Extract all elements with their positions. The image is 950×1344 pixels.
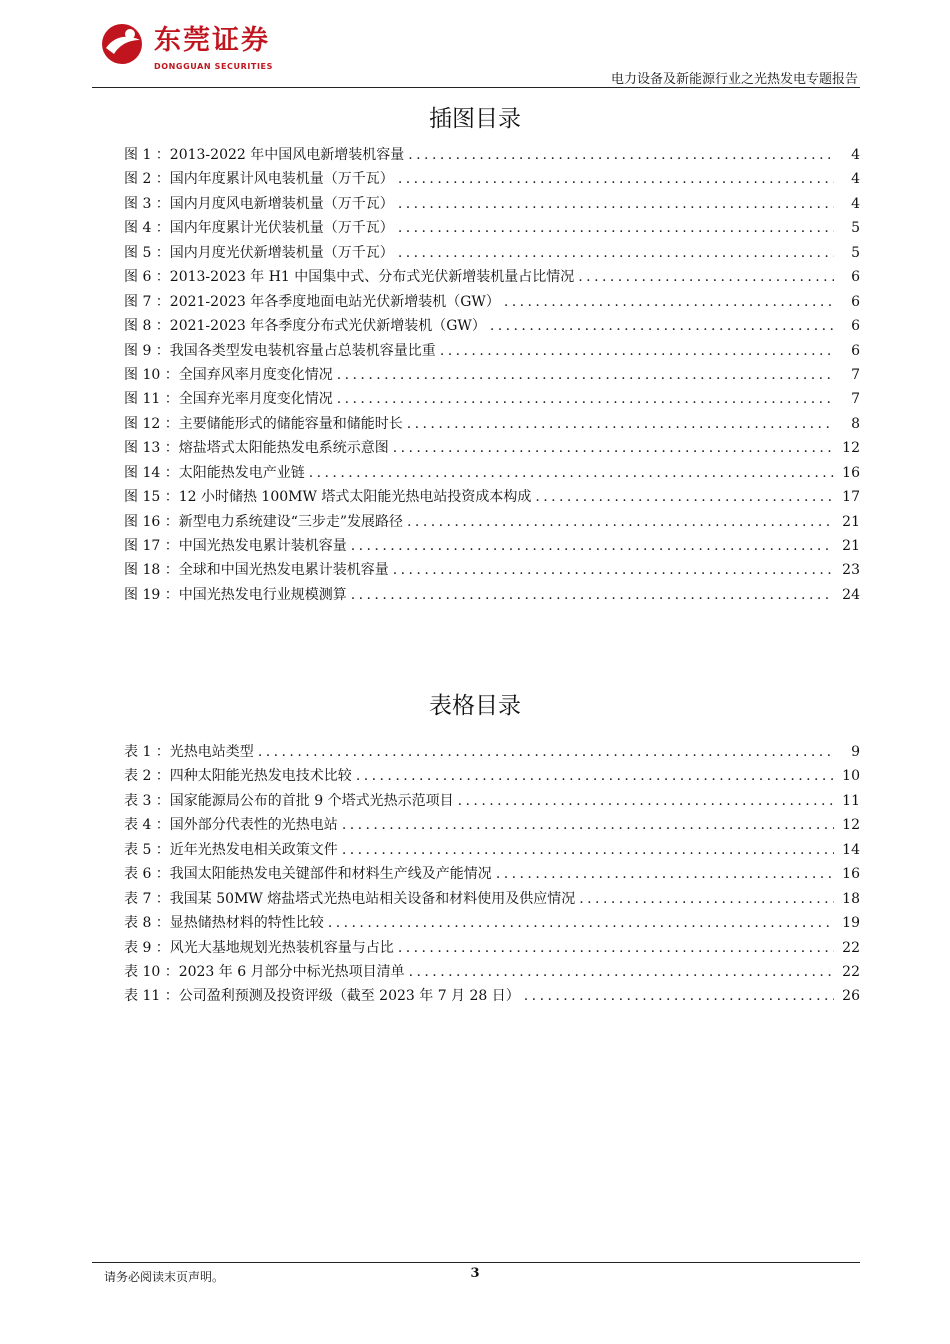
toc-entry-label: 表 7 ：我国某 50MW 熔盐塔式光热电站相关设备和材料使用及供应情况 xyxy=(124,890,576,907)
toc-entry-page: 12 xyxy=(842,817,860,834)
figure-index-entry[interactable] xyxy=(124,558,860,582)
logo-chinese-name: 东莞证券 xyxy=(154,25,270,56)
toc-entry-page: 4 xyxy=(851,195,860,212)
toc-entry-label: 表 4 ：国外部分代表性的光热电站 xyxy=(124,817,338,834)
toc-entry-label: 表 6 ：我国太阳能热发电关键部件和材料生产线及产能情况 xyxy=(124,866,492,883)
figure-index-entry[interactable] xyxy=(124,265,860,289)
figure-index-entry[interactable] xyxy=(124,583,860,607)
toc-dot-leader xyxy=(258,740,834,764)
toc-entry-label: 表 9 ：风光大基地规划光热装机容量与占比 xyxy=(124,939,394,956)
toc-entry-label: 表 2 ：四种太阳能光热发电技术比较 xyxy=(124,768,352,785)
toc-entry-label: 图 9 ：我国各类型发电装机容量占总装机容量比重 xyxy=(124,342,436,359)
toc-dot-leader xyxy=(337,387,834,411)
toc-entry-page: 9 xyxy=(851,744,860,760)
toc-entry-page: 6 xyxy=(851,318,860,335)
page-header xyxy=(96,18,860,90)
toc-dot-leader xyxy=(524,984,834,1008)
table-index-entry[interactable] xyxy=(124,960,860,984)
header-divider xyxy=(92,87,860,88)
toc-entry-page: 4 xyxy=(851,171,860,188)
toc-entry-page: 22 xyxy=(842,939,860,956)
disclaimer-note: 请务必阅读末页声明。 xyxy=(104,1270,225,1284)
toc-dot-leader xyxy=(351,583,834,607)
figure-index-entry[interactable] xyxy=(124,143,860,167)
toc-dot-leader xyxy=(398,167,834,191)
toc-dot-leader xyxy=(458,789,834,813)
toc-entry-label: 图 19 ：中国光热发电行业规模测算 xyxy=(124,586,347,603)
toc-entry-page: 22 xyxy=(842,963,860,980)
report-title: 电力设备及新能源行业之光热发电专题报告 xyxy=(610,72,858,87)
toc-dot-leader xyxy=(578,265,834,289)
toc-entry-page: 23 xyxy=(842,562,860,579)
toc-entry-label: 图 15 ：12 小时储热 100MW 塔式太阳能光热电站投资成本构成 xyxy=(124,489,532,506)
toc-dot-leader xyxy=(309,461,834,485)
figure-index-entry[interactable] xyxy=(124,510,860,534)
toc-dot-leader xyxy=(342,838,834,862)
toc-dot-leader xyxy=(579,887,834,911)
table-index-entry[interactable] xyxy=(124,740,860,764)
toc-entry-page: 19 xyxy=(842,915,860,932)
toc-dot-leader xyxy=(408,143,834,167)
figure-index-entry[interactable] xyxy=(124,339,860,363)
toc-entry-page: 21 xyxy=(842,538,860,554)
toc-entry-page: 24 xyxy=(842,586,860,603)
table-index-entry[interactable] xyxy=(124,813,860,837)
toc-entry-label: 图 5 ：国内月度光伏新增装机量（万千瓦） xyxy=(124,244,394,261)
toc-entry-label: 图 7 ：2021-2023 年各季度地面电站光伏新增装机（GW） xyxy=(124,293,500,310)
toc-entry-page: 6 xyxy=(851,293,860,310)
toc-dot-leader xyxy=(398,216,834,240)
toc-entry-page: 21 xyxy=(842,513,860,530)
logo-english-name: DONGGUAN SECURITIES xyxy=(154,62,273,71)
toc-entry-label: 图 6 ：2013-2023 年 H1 中国集中式、分布式光伏新增装机量占比情况 xyxy=(124,269,575,286)
table-index-entry[interactable] xyxy=(124,887,860,911)
figure-index-entry[interactable] xyxy=(124,461,860,485)
toc-dot-leader xyxy=(398,936,834,960)
toc-dot-leader xyxy=(342,813,834,837)
table-index-entry[interactable] xyxy=(124,789,860,813)
toc-dot-leader xyxy=(504,290,834,314)
toc-entry-label: 表 3 ：国家能源局公布的首批 9 个塔式光热示范项目 xyxy=(124,792,454,809)
table-index-entry[interactable] xyxy=(124,838,860,862)
toc-entry-page: 4 xyxy=(851,147,860,163)
figure-index-entry[interactable] xyxy=(124,485,860,509)
figure-index-entry[interactable] xyxy=(124,314,860,338)
toc-dot-leader xyxy=(398,192,834,216)
toc-entry-page: 26 xyxy=(842,988,860,1005)
toc-entry-label: 图 14 ：太阳能热发电产业链 xyxy=(124,464,305,481)
toc-entry-label: 图 12 ：主要储能形式的储能容量和储能时长 xyxy=(124,415,403,432)
table-index-entry[interactable] xyxy=(124,862,860,886)
toc-dot-leader xyxy=(351,534,834,558)
toc-entry-page: 6 xyxy=(851,269,860,286)
table-index-entry[interactable] xyxy=(124,936,860,960)
toc-entry-page: 11 xyxy=(842,792,860,809)
toc-entry-page: 17 xyxy=(842,489,860,506)
toc-entry-page: 5 xyxy=(851,220,860,237)
figure-index-entry[interactable] xyxy=(124,387,860,411)
toc-dot-leader xyxy=(490,314,834,338)
toc-entry-page: 16 xyxy=(842,866,860,883)
toc-dot-leader xyxy=(407,510,834,534)
toc-dot-leader xyxy=(356,764,834,788)
figures-index-title: 插图目录 xyxy=(429,106,521,132)
toc-entry-label: 表 8 ：显热储热材料的特性比较 xyxy=(124,915,324,932)
figure-index-entry[interactable] xyxy=(124,216,860,240)
toc-entry-label: 图 3 ：国内月度风电新增装机量（万千瓦） xyxy=(124,195,394,212)
toc-dot-leader xyxy=(393,436,834,460)
toc-entry-page: 7 xyxy=(851,366,860,383)
toc-entry-label: 表 11 ：公司盈利预测及投资评级（截至 2023 年 7 月 28 日） xyxy=(124,988,520,1005)
toc-entry-label: 图 13 ：熔盐塔式太阳能热发电系统示意图 xyxy=(124,440,389,457)
figure-index-entry[interactable] xyxy=(124,534,860,558)
toc-entry-page: 6 xyxy=(851,342,860,359)
toc-entry-label: 图 2 ：国内年度累计风电装机量（万千瓦） xyxy=(124,171,394,188)
toc-entry-label: 表 10 ：2023 年 6 月部分中标光热项目清单 xyxy=(124,963,405,980)
toc-dot-leader xyxy=(337,363,834,387)
toc-entry-label: 图 1 ：2013-2022 年中国风电新增装机容量 xyxy=(124,147,405,163)
toc-dot-leader xyxy=(496,862,834,886)
toc-entry-page: 12 xyxy=(842,440,860,457)
figure-index-entry[interactable] xyxy=(124,241,860,265)
toc-entry-label: 图 10 ：全国弃风率月度变化情况 xyxy=(124,366,333,383)
footer-divider xyxy=(92,1262,860,1263)
toc-entry-page: 8 xyxy=(851,415,860,432)
figure-index-entry[interactable] xyxy=(124,167,860,191)
toc-dot-leader xyxy=(407,412,834,436)
tables-index-list xyxy=(124,740,860,1009)
toc-entry-page: 14 xyxy=(842,841,860,858)
toc-entry-label: 图 4 ：国内年度累计光伏装机量（万千瓦） xyxy=(124,220,394,237)
toc-entry-page: 16 xyxy=(842,464,860,481)
toc-entry-label: 表 5 ：近年光热发电相关政策文件 xyxy=(124,841,338,858)
toc-entry-label: 图 16 ：新型电力系统建设“三步走”发展路径 xyxy=(124,513,404,530)
table-index-entry[interactable] xyxy=(124,911,860,935)
toc-entry-label: 图 17 ：中国光热发电累计装机容量 xyxy=(124,538,347,554)
toc-dot-leader xyxy=(393,558,834,582)
toc-entry-page: 10 xyxy=(842,768,860,785)
figure-index-entry[interactable] xyxy=(124,436,860,460)
toc-entry-page: 18 xyxy=(842,890,860,907)
logo-emblem-icon xyxy=(100,22,144,66)
table-index-entry[interactable] xyxy=(124,984,860,1008)
page-number: 3 xyxy=(470,1266,480,1281)
toc-entry-page: 7 xyxy=(851,391,860,408)
figure-index-entry[interactable] xyxy=(124,290,860,314)
toc-dot-leader xyxy=(535,485,834,509)
toc-entry-page: 5 xyxy=(851,244,860,261)
figure-index-entry[interactable] xyxy=(124,363,860,387)
toc-dot-leader xyxy=(409,960,834,984)
table-index-entry[interactable] xyxy=(124,764,860,788)
company-logo xyxy=(100,22,300,82)
toc-entry-label: 图 18 ：全球和中国光热发电累计装机容量 xyxy=(124,562,389,579)
toc-entry-label: 表 1 ：光热电站类型 xyxy=(124,744,254,760)
figure-index-entry[interactable] xyxy=(124,412,860,436)
toc-entry-label: 图 8 ：2021-2023 年各季度分布式光伏新增装机（GW） xyxy=(124,318,486,335)
figures-index-list xyxy=(124,143,860,607)
figure-index-entry[interactable] xyxy=(124,192,860,216)
toc-dot-leader xyxy=(440,339,834,363)
toc-dot-leader xyxy=(398,241,834,265)
toc-dot-leader xyxy=(328,911,834,935)
toc-entry-label: 图 11 ：全国弃光率月度变化情况 xyxy=(124,391,333,408)
tables-index-title: 表格目录 xyxy=(429,693,521,719)
